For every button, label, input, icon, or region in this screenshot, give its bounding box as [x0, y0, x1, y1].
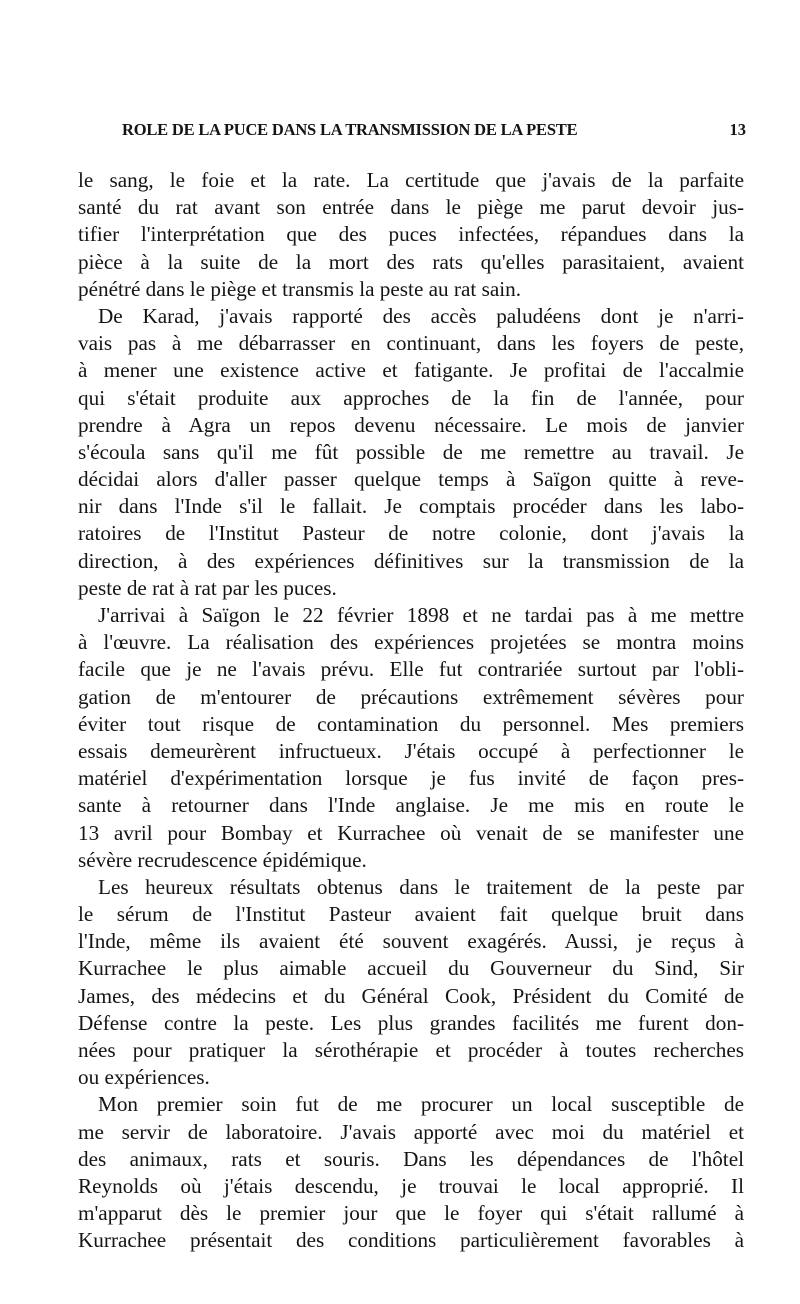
- text-line: facile que je ne l'avais prévu. Elle fut contrariée surtout par l'obli-: [78, 657, 744, 682]
- text-line: me servir de laboratoire. J'avais apporté avec moi du matériel et: [78, 1119, 744, 1144]
- text-line: pénétré dans le piège et transmis la peste au rat sain.: [78, 276, 522, 301]
- text-line: sante à retourner dans l'Inde anglaise. Je me mis en route le: [78, 793, 744, 818]
- paragraph-5: [78, 1091, 744, 1254]
- text-line: ou expériences.: [78, 1065, 210, 1090]
- text-line: m'apparut dès le premier jour que le foyer qui s'était rallumé à: [78, 1201, 744, 1226]
- text-line: direction, à des expériences définitives sur la transmission de la: [78, 548, 744, 573]
- text-line: Les heureux résultats obtenus dans le traitement de la peste par: [98, 874, 744, 899]
- text-line: nées pour pratiquer la sérothérapie et procéder à toutes recherches: [78, 1038, 744, 1062]
- text-line: De Karad, j'avais rapporté des accès paludéens dont je n'arri-: [98, 303, 744, 328]
- text-line: J'arrivai à Saïgon le 22 février 1898 et ne tardai pas à me mettre: [98, 603, 744, 627]
- text-line: Mon premier soin fut de me procurer un local susceptible de: [98, 1092, 744, 1117]
- text-line: pièce à la suite de la mort des rats qu'elles parasitaient, avaient: [78, 249, 744, 274]
- text-line: s'écoula sans qu'il me fût possible de me remettre au travail. Je: [78, 439, 744, 464]
- text-line: nir dans l'Inde s'il le fallait. Je comptais procéder dans les labo-: [78, 494, 744, 519]
- running-head: [78, 120, 746, 144]
- text-line: 13 avril pour Bombay et Kurrachee où venait de se manifester une: [78, 820, 744, 845]
- text-line: James, des médecins et du Général Cook, Président du Comité de: [78, 983, 744, 1008]
- text-line: Reynolds où j'étais descendu, je trouvai le local approprié. Il: [78, 1173, 744, 1198]
- page-number: 13: [729, 120, 746, 139]
- paragraph-2: [78, 303, 744, 602]
- text-line: le sang, le foie et la rate. La certitude que j'avais de la parfaite: [78, 168, 744, 192]
- text-line: sévère recrudescence épidémique.: [78, 847, 367, 872]
- text-line: l'Inde, même ils avaient été souvent exagérés. Aussi, je reçus à: [78, 929, 744, 954]
- text-line: essais demeurèrent infructueux. J'étais occupé à perfectionner le: [78, 738, 744, 763]
- text-line: matériel d'expérimentation lorsque je fus invité de façon pres-: [78, 766, 744, 791]
- paragraph-3: [78, 602, 744, 874]
- text-line: Kurrachee le plus aimable accueil du Gouverneur du Sind, Sir: [78, 956, 744, 981]
- text-line: à l'œuvre. La réalisation des expériences projetées se montra moins: [78, 630, 744, 655]
- text-line: qui s'était produite aux approches de la fin de l'année, pour: [78, 385, 744, 410]
- text-line: des animaux, rats et souris. Dans les dépendances de l'hôtel: [78, 1146, 744, 1171]
- text-line: prendre à Agra un repos devenu nécessaire. Le mois de janvier: [78, 412, 744, 437]
- text-line: à mener une existence active et fatigante. Je profitai de l'accalmie: [78, 358, 744, 383]
- text-line: éviter tout risque de contamination du personnel. Mes premiers: [78, 711, 744, 736]
- text-line: le sérum de l'Institut Pasteur avaient fait quelque bruit dans: [78, 902, 744, 927]
- text-line: Défense contre la peste. Les plus grandes facilités me furent don-: [78, 1010, 744, 1035]
- running-title: ROLE DE LA PUCE DANS LA TRANSMISSION DE LA PESTE: [122, 120, 578, 139]
- paragraph-1: [78, 167, 744, 303]
- text-line: Kurrachee présentait des conditions particulièrement favorables à: [78, 1228, 744, 1253]
- paragraph-4: [78, 874, 744, 1092]
- body-text: [78, 167, 744, 1255]
- text-line: tifier l'interprétation que des puces infectées, répandues dans la: [78, 222, 744, 247]
- text-line: ratoires de l'Institut Pasteur de notre colonie, dont j'avais la: [78, 521, 744, 546]
- text-line: peste de rat à rat par les puces.: [78, 575, 337, 600]
- text-line: gation de m'entourer de précautions extrêmement sévères pour: [78, 684, 744, 709]
- text-line: vais pas à me débarrasser en continuant, dans les foyers de peste,: [78, 331, 744, 356]
- text-line: décidai alors d'aller passer quelque temps à Saïgon quitte à reve-: [78, 467, 744, 492]
- text-line: santé du rat avant son entrée dans le piège me parut devoir jus-: [78, 195, 744, 220]
